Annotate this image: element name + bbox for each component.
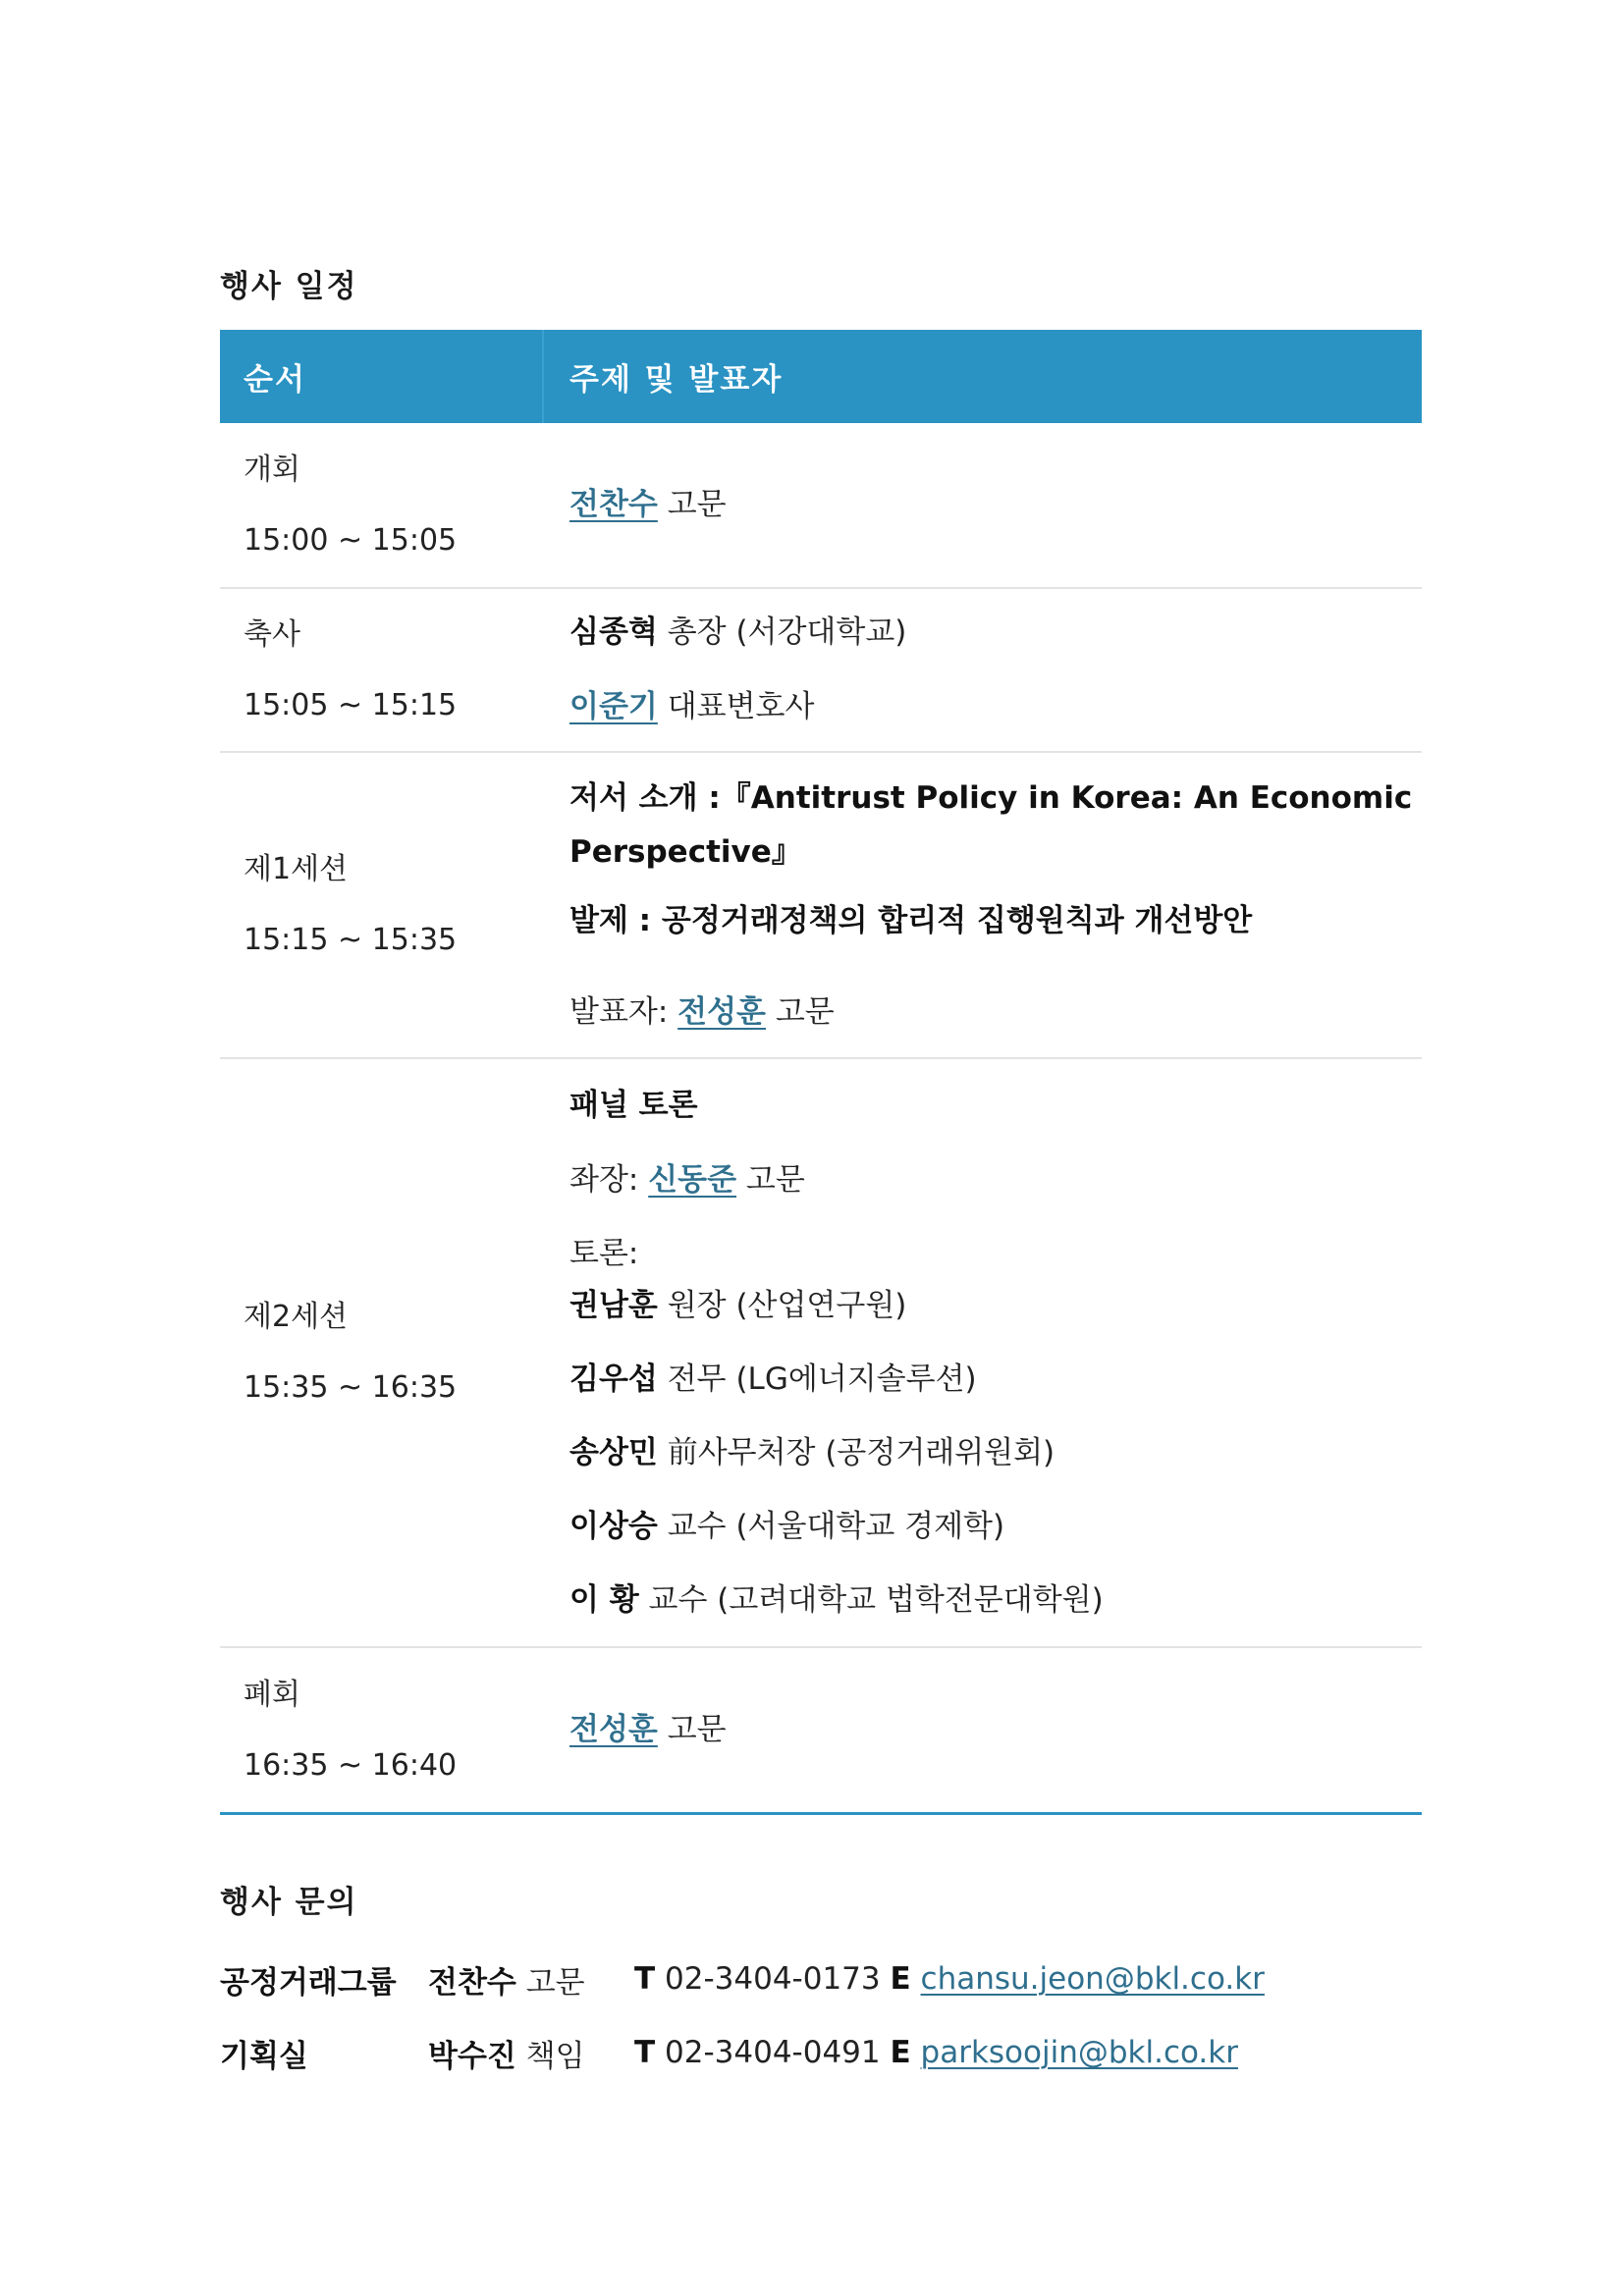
panelist-info: 교수 (서울대학교 경제학) <box>667 1508 1005 1544</box>
speaker-title: 고문 <box>775 993 835 1030</box>
contact-title: 고문 <box>525 1964 585 2001</box>
table-row-session1 <box>220 753 1422 1059</box>
panelist-info: 前사무처장 (공정거래위원회) <box>667 1434 1056 1470</box>
seq-time: 15:00 ~ 15:05 <box>244 522 458 558</box>
contact-phone: 02-3404-0173 <box>665 1961 881 1997</box>
speaker-title: 고문 <box>667 1712 727 1747</box>
seq-name: 축사 <box>244 616 300 652</box>
panelist-name: 송상민 <box>569 1434 658 1470</box>
discussion-label: 토론: <box>569 1235 639 1271</box>
panelist-info: 교수 (고려대학교 법학전문대학원) <box>648 1581 1104 1618</box>
presentation-topic: 발제 : 공정거래정책의 합리적 집행원칙과 개선방안 <box>569 902 1253 938</box>
contact-row <box>220 2033 1238 2072</box>
panelist-name: 권남훈 <box>569 1287 658 1323</box>
contact-title: 책임 <box>525 2038 585 2074</box>
phone-label: T <box>634 2035 656 2070</box>
contact-dept: 공정거래그룹 <box>220 1964 397 2001</box>
contact-name: 전찬수 <box>428 1964 516 2001</box>
chair-label: 좌장: <box>569 1161 639 1198</box>
contact-email-link[interactable]: chansu.jeon@bkl.co.kr <box>920 1961 1265 1997</box>
seq-name: 폐회 <box>244 1677 300 1712</box>
email-label: E <box>890 1961 911 1997</box>
panelist-name: 이상승 <box>569 1508 658 1544</box>
speaker-link[interactable]: 이준기 <box>569 689 658 724</box>
seq-name: 제2세션 <box>244 1300 349 1334</box>
contact-person <box>428 1957 634 2002</box>
seq-time: 16:35 ~ 16:40 <box>244 1747 458 1783</box>
list-item <box>569 1581 1422 1618</box>
table-row-opening <box>220 423 1422 589</box>
phone-label: T <box>634 1961 656 1997</box>
seq-time: 15:05 ~ 15:15 <box>244 687 458 722</box>
table-row-session2 <box>220 1059 1422 1648</box>
seq-name: 개회 <box>244 452 300 487</box>
table-row-closing <box>220 1648 1422 1815</box>
seq-time: 15:35 ~ 16:35 <box>244 1370 458 1405</box>
email-label: E <box>890 2035 911 2070</box>
schedule-table <box>220 330 1422 1815</box>
panelist-info: 전무 (LG에너지솔루션) <box>667 1361 977 1397</box>
speaker-title: 총장 (서강대학교) <box>667 614 907 650</box>
speaker-link[interactable]: 신동준 <box>648 1161 737 1198</box>
contact-dept: 기획실 <box>220 2038 308 2074</box>
panelist-info: 원장 (산업연구원) <box>667 1287 907 1323</box>
panelist-name: 이 황 <box>569 1581 639 1618</box>
speaker-title: 고문 <box>745 1161 805 1198</box>
contact-row <box>220 1959 1265 1999</box>
panelist-name: 김우섭 <box>569 1361 658 1397</box>
list-item <box>569 1287 1422 1323</box>
panel-title: 패널 토론 <box>569 1087 698 1123</box>
speaker-title: 고문 <box>667 487 727 522</box>
contact-email-link[interactable]: parksoojin@bkl.co.kr <box>920 2035 1238 2070</box>
table-row-congrats <box>220 589 1422 753</box>
book-intro-line1: 저서 소개 :『Antitrust Policy in Korea: An Economic <box>569 779 1413 816</box>
speaker-name: 심종혁 <box>569 614 658 650</box>
contact-person <box>428 2031 634 2075</box>
seq-time: 15:15 ~ 15:35 <box>244 923 458 957</box>
speaker-title: 대표변호사 <box>667 689 815 724</box>
header-order: 순서 <box>244 362 306 398</box>
speaker-link[interactable]: 전성훈 <box>677 993 766 1030</box>
list-item <box>569 1508 1422 1544</box>
presenter-label: 발표자: <box>569 993 669 1030</box>
contact-phone: 02-3404-0491 <box>665 2035 881 2070</box>
list-item <box>569 1361 1422 1397</box>
header-topic: 주제 및 발표자 <box>569 362 784 398</box>
contact-name: 박수진 <box>428 2038 516 2074</box>
inquiry-title: 행사 문의 <box>220 1885 358 1920</box>
schedule-title: 행사 일정 <box>220 269 358 304</box>
book-intro-line2: Perspective』 <box>569 833 802 870</box>
list-item <box>569 1434 1422 1470</box>
table-header <box>220 330 1422 423</box>
speaker-link[interactable]: 전찬수 <box>569 487 658 522</box>
speaker-link[interactable]: 전성훈 <box>569 1712 658 1747</box>
seq-name: 제1세션 <box>244 852 349 886</box>
